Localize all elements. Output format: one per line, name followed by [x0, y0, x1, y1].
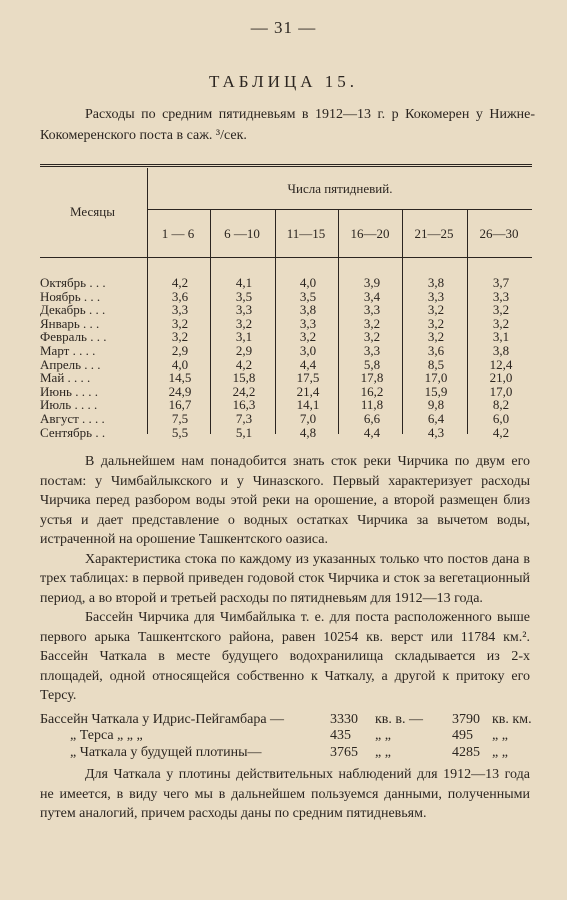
table-cell: 3,2 — [363, 329, 381, 345]
month-label: Январь . . . — [40, 315, 100, 331]
table-cell: 24,9 — [168, 383, 192, 399]
area-verst: 3330 — [330, 712, 358, 727]
unit-label: „ „ — [492, 745, 508, 760]
table-cell: 9,8 — [427, 397, 445, 413]
table-cell: 4,3 — [427, 424, 445, 440]
table-cell: 6,4 — [427, 411, 445, 426]
table-cell: 3,8 — [299, 302, 317, 318]
table-cell: 3,2 — [427, 302, 445, 318]
months-divider — [147, 168, 148, 434]
body-paragraphs — [40, 452, 530, 706]
table-cell: 17,0 — [489, 383, 513, 399]
table-cell: 7,5 — [171, 411, 189, 426]
table-cell: 3,2 — [235, 315, 253, 331]
table-cell: 21,0 — [489, 370, 513, 386]
month-label: Май . . . . — [40, 370, 91, 386]
table-cell: 3,9 — [363, 275, 381, 290]
table-cell: 2,9 — [235, 343, 253, 358]
basin-name: „ Терса „ „ „ — [70, 728, 143, 743]
table-cell: 3,3 — [235, 302, 253, 318]
table-cell: 15,8 — [232, 370, 256, 386]
col-divider — [275, 209, 276, 434]
paragraph: Для Чаткала у плотины действительных наблюдений для 1912—13 года не имеется, в виду чего мы в дальнейшем пользуемся данными, полученными путем аналогий, причем расходы даны по средним пятидневьям. — [40, 767, 530, 821]
basin-name: „ Чаткала у будущей плотины— — [70, 745, 262, 760]
table-cell: 3,2 — [427, 315, 445, 331]
pentad-group-header: Числа пятидневий. — [287, 181, 393, 196]
table-cell: 3,2 — [299, 329, 317, 345]
table-cell: 4,8 — [299, 424, 317, 440]
column-header: 1 — 6 — [161, 226, 195, 241]
table-cell: 2,9 — [171, 343, 189, 358]
table-cell: 3,2 — [171, 329, 189, 345]
column-header: 16—20 — [350, 226, 390, 241]
table-cell: 4,1 — [235, 275, 253, 290]
table-cell: 3,1 — [235, 329, 253, 345]
table-cell: 3,3 — [427, 288, 445, 304]
header-bottom-rule — [40, 257, 532, 258]
unit-label: кв. в. — — [375, 712, 424, 727]
month-label: Апрель . . . — [40, 356, 101, 372]
table-cell: 17,5 — [296, 370, 320, 386]
area-km: 495 — [452, 728, 473, 743]
table-cell: 3,4 — [363, 288, 381, 304]
column-header: 21—25 — [414, 226, 454, 241]
month-label: Март . . . . — [40, 343, 96, 358]
table-cell: 4,0 — [171, 356, 189, 372]
col-divider — [338, 209, 339, 434]
paragraph: В дальнейшем нам понадобится знать сток реки Чирчика по двум его постам: у Чимбайлыкского и у Чиназского. Первый характеризует расходы Чирчика перед разбором воды этой реки на орошение, а второй размещен близ устья и дает представление о водных остатках Чирчика за вычетом воды, истраченной на орошение Ташкентского оазиса. — [40, 454, 530, 547]
table-cell: 16,3 — [232, 397, 256, 413]
table-cell: 3,5 — [235, 288, 253, 304]
area-verst: 3765 — [330, 745, 358, 760]
table-cell: 5,5 — [171, 424, 189, 440]
col-divider — [467, 209, 468, 434]
column-header: 11—15 — [286, 226, 326, 241]
table-cell: 4,2 — [235, 356, 253, 372]
unit-label: „ „ — [375, 728, 391, 743]
unit-label: „ „ — [375, 745, 391, 760]
basin-name: Бассейн Чаткала у Идрис-Пейгамбара — — [40, 712, 285, 727]
paragraph: Характеристика стока по каждому из указанных только что постов дана в трех таблицах: в первой приведен годовой сток Чирчика и сток за вегетационный период, а во второй и третьей расходы по пятидневьям для 1912—13 года. — [40, 551, 530, 606]
table-cell: 4,2 — [171, 275, 189, 290]
table-cell: 3,3 — [492, 288, 510, 304]
table-cell: 6,6 — [363, 411, 381, 426]
table-cell: 17,8 — [360, 370, 384, 386]
month-label: Август . . . . — [40, 411, 105, 426]
area-km: 4285 — [452, 745, 480, 760]
table-cell: 16,7 — [168, 397, 192, 413]
table-cell: 21,4 — [296, 383, 320, 399]
table-cell: 3,3 — [299, 315, 317, 331]
table-cell: 24,2 — [232, 383, 256, 399]
unit-label: „ „ — [492, 728, 508, 743]
table-cell: 7,3 — [235, 411, 253, 426]
area-km: 3790 — [452, 712, 480, 727]
table-title: ТАБЛИЦА 15. — [208, 72, 358, 91]
month-label: Октябрь . . . — [40, 275, 106, 290]
table-cell: 7,0 — [299, 411, 317, 426]
paragraph: Бассейн Чирчика для Чимбайлыка т. е. для поста расположенного выше первого арыка Ташкентского района, равен 10254 кв. верст или 11784 км.². Бассейн Чаткала в месте будущего водохранилища складывается из 2-х площадей, одной относящейся собственно к Чаткалу, а другой к притоку его Терсу. — [40, 610, 530, 703]
table-cell: 15,9 — [424, 383, 448, 399]
unit-label: кв. км. — [492, 712, 532, 727]
table-cell: 3,3 — [363, 343, 381, 358]
table-cell: 3,1 — [492, 329, 510, 345]
table-cell: 3,2 — [427, 329, 445, 345]
header-mid-rule — [148, 209, 532, 210]
area-verst: 435 — [330, 728, 351, 743]
table-cell: 3,6 — [427, 343, 445, 358]
table-cell: 12,4 — [489, 356, 513, 372]
table-top-rule — [40, 164, 532, 167]
table-cell: 3,6 — [171, 288, 189, 304]
table-cell: 3,8 — [492, 343, 510, 358]
table-cell: 3,3 — [171, 302, 189, 318]
table-cell: 3,0 — [299, 343, 317, 358]
month-label: Ноябрь . . . — [40, 288, 101, 304]
table-cell: 3,2 — [492, 302, 510, 318]
table-cell: 3,2 — [171, 315, 189, 331]
table-cell: 14,5 — [168, 370, 192, 386]
table-cell: 8,5 — [427, 356, 445, 372]
col-divider — [210, 209, 211, 434]
table-cell: 4,2 — [492, 424, 510, 440]
table-cell: 8,2 — [492, 397, 510, 413]
final-paragraph — [40, 765, 530, 824]
month-label: Июль . . . . — [40, 397, 98, 413]
table-cell: 4,4 — [363, 424, 381, 440]
table-cell: 3,8 — [427, 275, 445, 290]
table-cell: 11,8 — [360, 397, 384, 413]
month-label: Декабрь . . . — [40, 302, 106, 318]
table-cell: 4,0 — [299, 275, 317, 290]
table-cell: 3,2 — [363, 315, 381, 331]
table-cell: 5,8 — [363, 356, 381, 372]
col-divider — [402, 209, 403, 434]
month-label: Июнь . . . . — [40, 383, 98, 399]
table-cell: 17,0 — [424, 370, 448, 386]
table-cell: 3,7 — [492, 275, 510, 290]
table-caption: Расходы по средним пятидневьям в 1912—13 г. р Кокомерен у Нижне-Кокомеренского поста в саж. ³/сек. — [40, 107, 535, 143]
months-header: Месяцы — [70, 204, 115, 219]
table-cell: 3,2 — [492, 315, 510, 331]
column-header: 6 —10 — [224, 226, 260, 241]
table-cell: 4,4 — [299, 356, 317, 372]
table-cell: 6,0 — [492, 411, 510, 426]
page-number: — 31 — — [250, 18, 317, 37]
table-cell: 16,2 — [360, 383, 384, 399]
table-cell: 14,1 — [296, 397, 320, 413]
table-cell: 5,1 — [235, 424, 253, 440]
column-header: 26—30 — [479, 226, 519, 241]
month-label: Февраль . . . — [40, 329, 107, 345]
table-cell: 3,3 — [363, 302, 381, 318]
month-label: Сентябрь . . — [40, 424, 106, 440]
table-cell: 3,5 — [299, 288, 317, 304]
